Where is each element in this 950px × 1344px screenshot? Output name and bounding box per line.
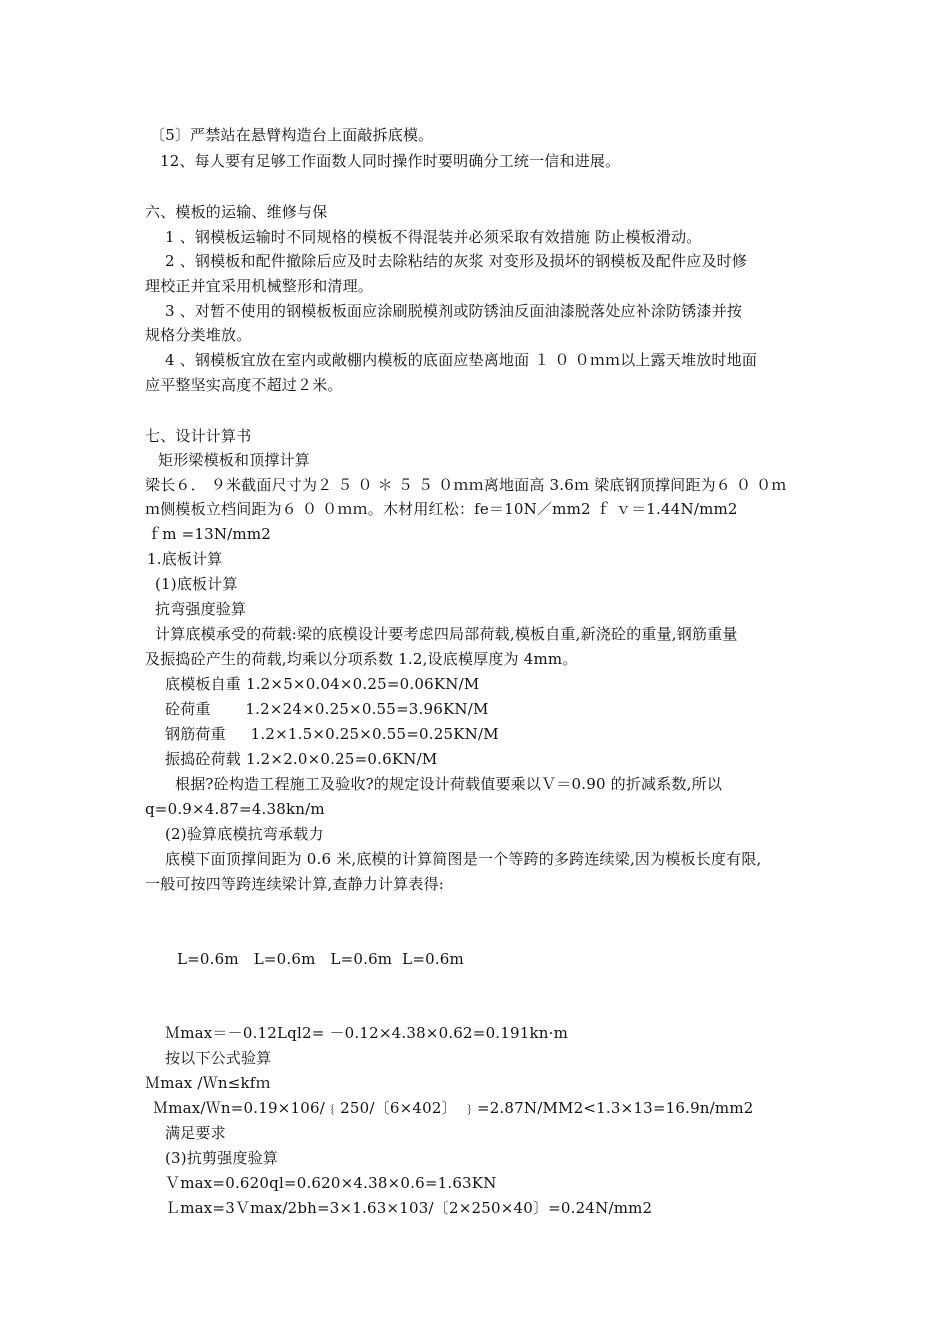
span-labels: L=0.6m L=0.6m L=0.6m L=0.6m xyxy=(177,950,464,968)
text-line: ｍ侧模板立档间距为６ ０ ０ｍｍ。木材用红松：fe＝10N／mm2 ｆ ｖ＝1.44N/mm2 xyxy=(145,500,738,518)
text-line: 按以下公式验算 xyxy=(165,1049,272,1067)
text-line: 梁长６． ９米截面尺寸为２ ５ ０ ＊ ５ ５ ０ｍｍ离地面高 3.6ｍ 梁底钢顶撑间距为６ ０ ０ｍ xyxy=(145,476,787,494)
formula-line: Ｖmax=0.620ql=0.620×4.38×0.6=1.63KN xyxy=(165,1174,497,1192)
subheading: 1.底板计算 xyxy=(147,550,223,568)
text-line: 3 、对暂不使用的钢模板板面应涂刷脱模剂或防锈油反面油漆脱落处应补涂防锈漆并按 xyxy=(165,302,743,320)
formula-line: Ｌmax=3Ｖmax/2bh=3×1.63×103/〔2×250×40〕=0.24N/mm2 xyxy=(165,1199,653,1217)
section-heading: 七、设计计算书 xyxy=(145,427,252,445)
text-line: 〔5〕严禁站在悬臂构造台上面敲拆底模。 xyxy=(150,126,434,144)
text-line: 应平整坚实高度不超过２米。 xyxy=(145,376,343,394)
text-line: 满足要求 xyxy=(165,1124,226,1142)
text-line: 4 、钢模板宜放在室内或敞棚内模板的底面应垫离地面 １ ０ ０ｍｍ以上露天堆放时地面 xyxy=(165,351,758,369)
subheading: (3)抗剪强度验算 xyxy=(165,1149,279,1167)
formula-line: 砼荷重 1.2×24×0.25×0.55=3.96KN/M xyxy=(165,700,489,718)
formula-line: 底模板自重 1.2×5×0.04×0.25=0.06KN/M xyxy=(165,675,480,693)
formula-line: Ｍmax＝－0.12Lql2= －0.12×4.38×0.62=0.191kn·m xyxy=(165,1024,569,1042)
subheading: (2)验算底模抗弯承载力 xyxy=(165,825,324,843)
text-line: 理校正并宜采用机械整形和清理。 xyxy=(145,277,374,295)
text-line: 1 、钢模板运输时不同规格的模板不得混装并必须采取有效措施 防止模板滑动。 xyxy=(165,228,702,246)
text-line: 2 、钢模板和配件撤除后应及时去除粘结的灰浆 对变形及损坏的钢模板及配件应及时修 xyxy=(165,252,748,270)
text-line: 根据?砼构造工程施工及验收?的规定设计荷载值要乘以Ｖ＝0.90 的折减系数,所以 xyxy=(175,775,723,793)
formula-line: Ｍmax /Ｗn≤kfｍ xyxy=(145,1074,271,1092)
text-line: 底模下面顶撑间距为 0.6 米,底模的计算简图是一个等跨的多跨连续梁,因为模板长度有限, xyxy=(165,850,762,868)
subheading: 抗弯强度验算 xyxy=(155,600,247,618)
subheading: 矩形梁模板和顶撑计算 xyxy=(158,451,311,469)
text-line: 及振捣砼产生的荷载,均乘以分项系数 1.2,设底模厚度为 4mm。 xyxy=(145,650,578,668)
text-line: 一般可按四等跨连续梁计算,查静力计算表得: xyxy=(145,875,445,893)
formula-line: Ｍmax/Ｗn=0.19×106/﹛250/〔6×402〕 ﹜=2.87N/MM2<1.3×13=16.9n/mm2 xyxy=(153,1099,754,1117)
formula-line: 振捣砼荷载 1.2×2.0×0.25=0.6KN/M xyxy=(165,750,438,768)
text-line: 规格分类堆放。 xyxy=(145,326,252,344)
text-line: 12、每人要有足够工作面数人同时操作时要明确分工统一信和进展。 xyxy=(160,152,621,170)
text-line: 计算底模承受的荷载:梁的底模设计要考虑四局部荷载,模板自重,新浇砼的重量,钢筋重量 xyxy=(155,625,738,643)
formula-line: q=0.9×4.87=4.38kn/m xyxy=(145,800,325,818)
section-heading: 六、模板的运输、维修与保 xyxy=(145,203,328,221)
subheading: (1)底板计算 xyxy=(155,575,238,593)
formula-line: 钢筋荷重 1.2×1.5×0.25×0.55=0.25KN/M xyxy=(165,725,499,743)
text-line: ｆm =13N/mm2 xyxy=(147,525,272,543)
